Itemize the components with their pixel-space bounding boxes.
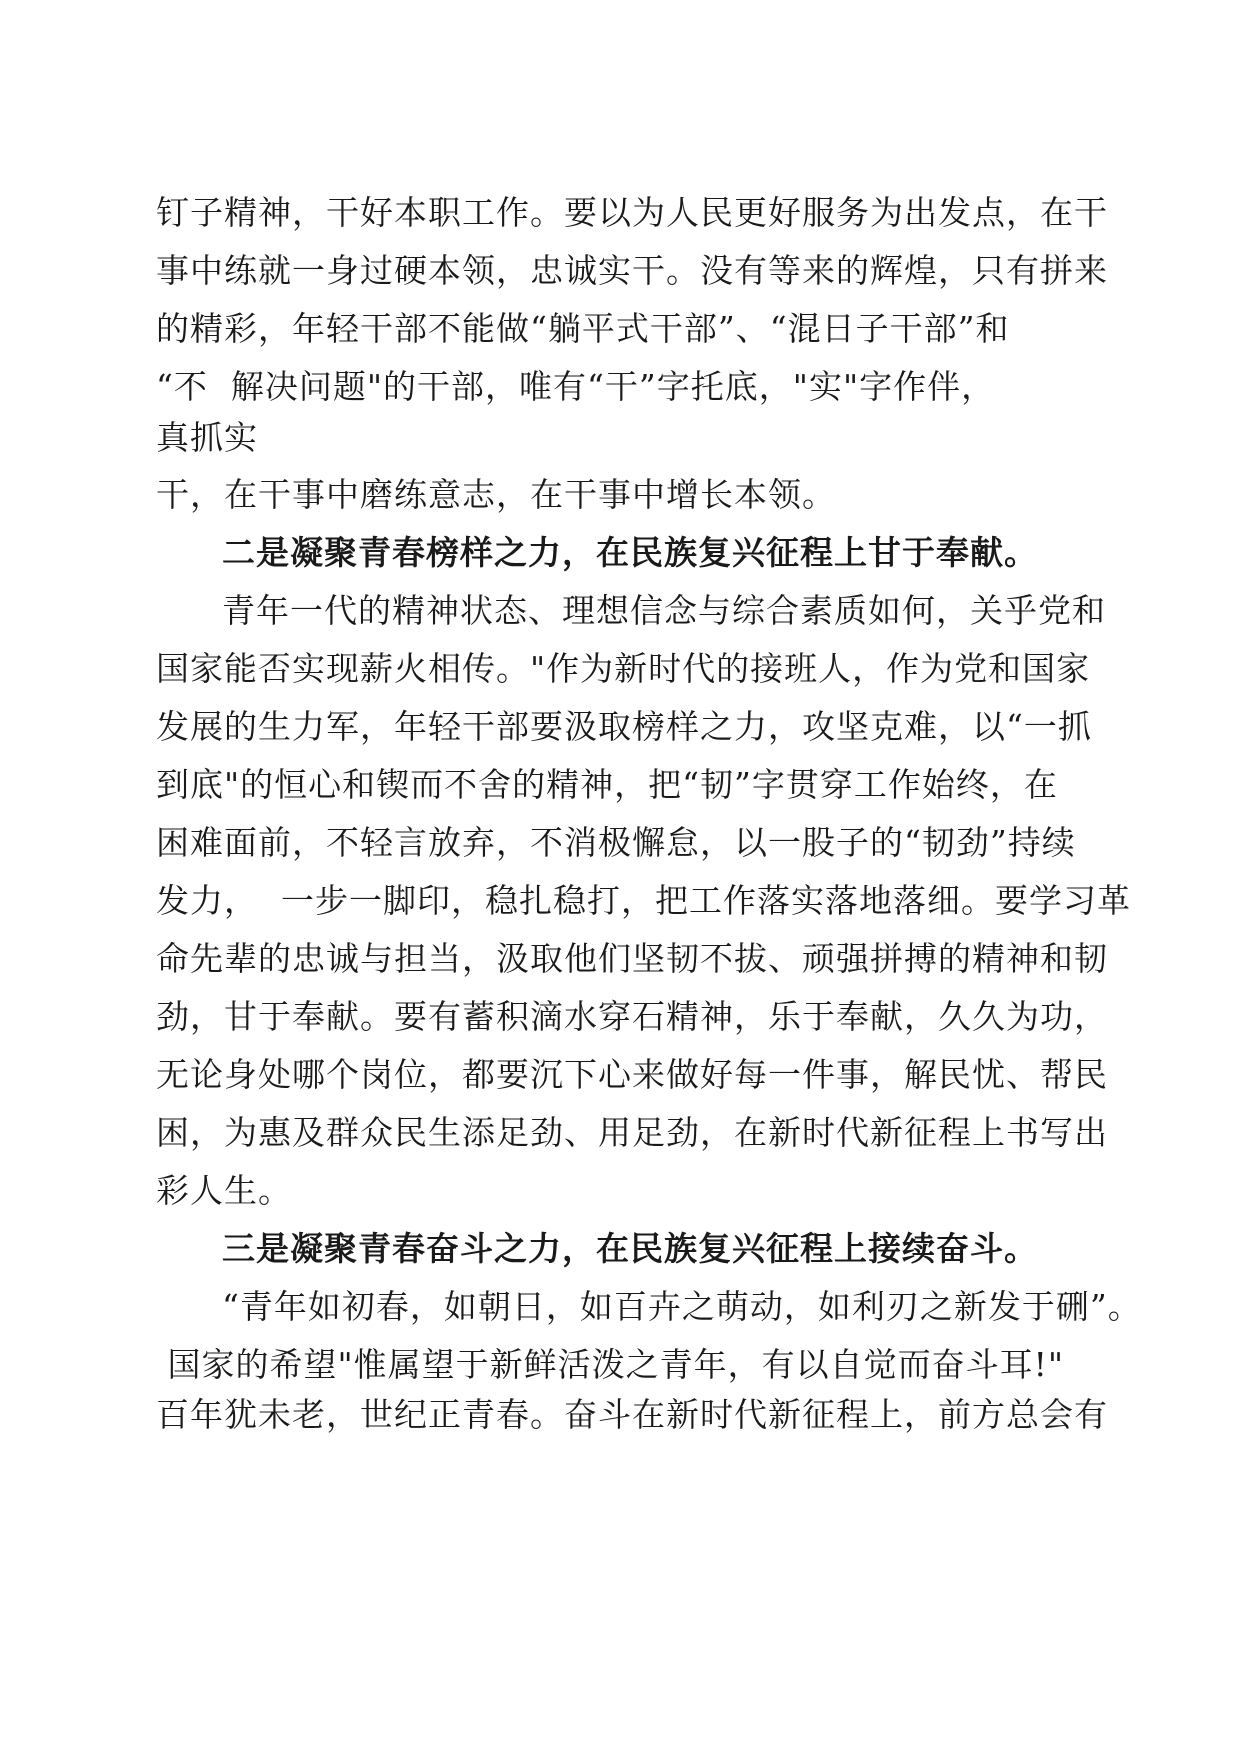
body-text-line: 困，为惠及群众民生添足劲、用足劲，在新时代新征程上书写出 — [156, 1113, 1108, 1152]
body-text-line: “不 解决问题"的干部，唯有“干”字托底，"实"字作伴， — [156, 367, 996, 406]
body-text-line: 干，在干事中磨练意志，在干事中增长本领。 — [156, 475, 836, 514]
body-text-line: 钉子精神，干好本职工作。要以为人民更好服务为出发点，在干 — [156, 193, 1108, 232]
body-text-line: 发力， 一步一脚印，稳扎稳打，把工作落实落地落细。要学习革 — [156, 881, 1131, 920]
body-text-line: 百年犹未老，世纪正青春。奋斗在新时代新征程上，前方总会有 — [156, 1395, 1108, 1434]
body-text-line: 劲，甘于奉献。要有蓄积滴水穿石精神，乐于奉献，久久为功， — [156, 997, 1108, 1036]
body-text-line: 国家的希望"惟属望于新鲜活泼之青年，有以自觉而奋斗耳!" — [156, 1345, 1065, 1384]
body-text-line: 真抓实 — [156, 418, 258, 457]
body-text-line: 到底"的恒心和锲而不舍的精神，把“韧”字贯穿工作始终，在 — [156, 765, 1058, 804]
body-text-line: 命先辈的忠诚与担当，汲取他们坚韧不拔、顽强拼搏的精神和韧 — [156, 939, 1108, 978]
body-text-line: 事中练就一身过硬本领，忠诚实干。没有等来的辉煌，只有拼来 — [156, 251, 1108, 290]
body-text-line: 发展的生力军，年轻干部要汲取榜样之力，攻坚克难，以“一抓 — [156, 707, 1092, 746]
body-text-line: 困难面前，不轻言放弃，不消极懈怠，以一股子的“韧劲”持续 — [156, 823, 1076, 862]
body-text-line: “青年如初春，如朝日，如百卉之萌动，如利刃之新发于硎”。 — [222, 1287, 1142, 1326]
body-text-line: 的精彩，年轻干部不能做“躺平式干部”、“混日子干部”和 — [156, 309, 1010, 348]
section-heading-3: 三是凝聚青春奋斗之力，在民族复兴征程上接续奋斗。 — [222, 1229, 1038, 1268]
body-text-line: 无论身处哪个岗位，都要沉下心来做好每一件事，解民忧、帮民 — [156, 1055, 1108, 1094]
body-text-line: 彩人生。 — [156, 1171, 292, 1210]
section-heading-2: 二是凝聚青春榜样之力，在民族复兴征程上甘于奉献。 — [222, 533, 1038, 572]
body-text-line: 国家能否实现薪火相传。"作为新时代的接班人，作为党和国家 — [156, 649, 1091, 688]
body-text-line: 青年一代的精神状态、理想信念与综合素质如何，关乎党和 — [222, 591, 1106, 630]
